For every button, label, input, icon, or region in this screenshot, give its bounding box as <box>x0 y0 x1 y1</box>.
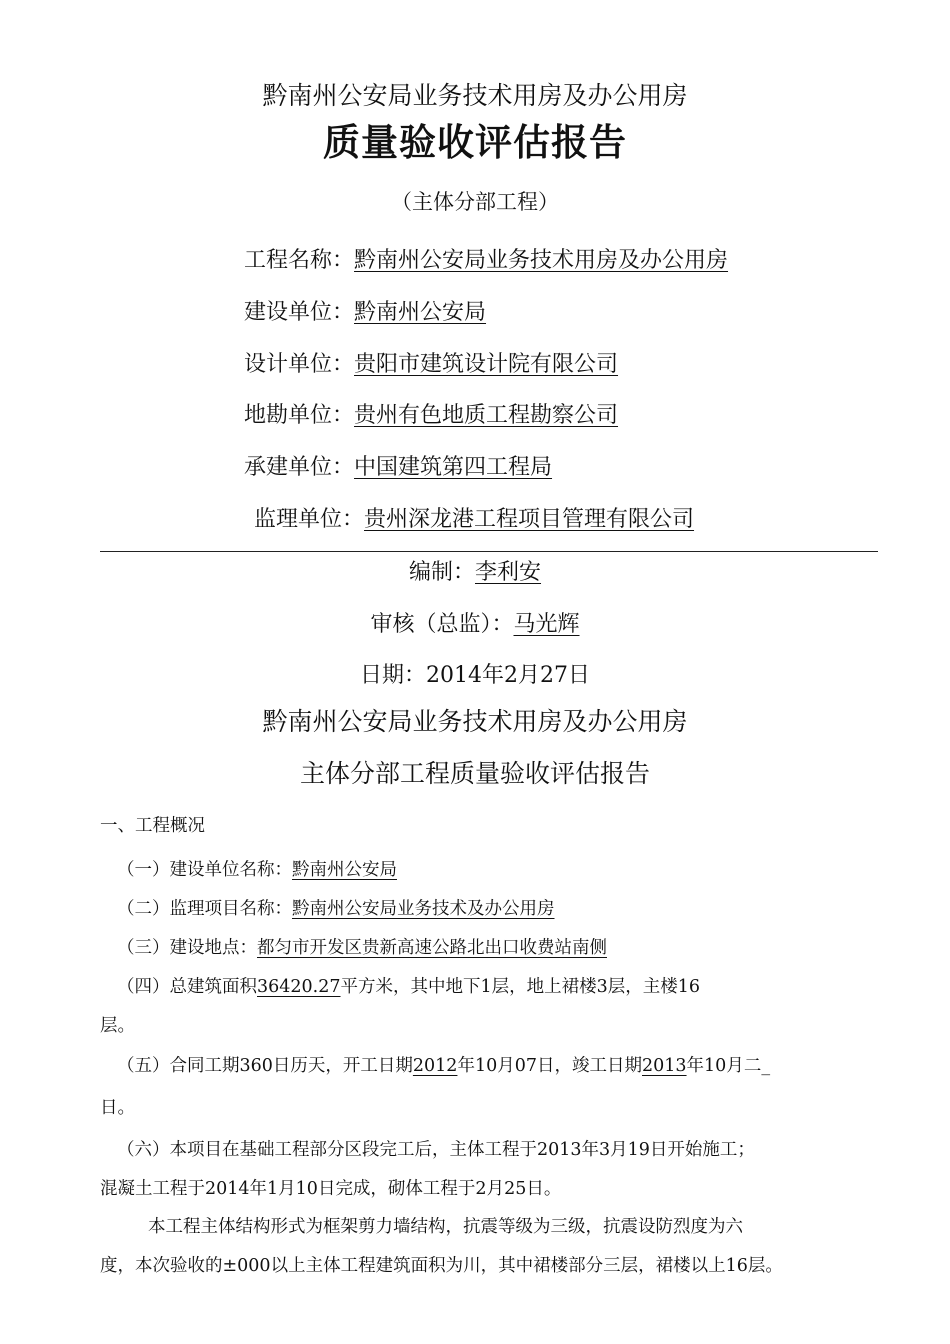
item-value: 都匀市开发区贵新高速公路北出口收费站南侧 <box>257 938 607 958</box>
item-text: 平方米，其中地下1层，地上裙楼3层，主楼16 <box>340 977 701 997</box>
info-label: 设计单位： <box>244 352 355 377</box>
cover-divider <box>100 551 878 552</box>
item-4 <box>117 973 700 998</box>
info-contractor <box>244 450 552 481</box>
paragraph-line1: 本工程主体结构形式为框架剪力墙结构，抗震等级为三级，抗震设防烈度为六 <box>148 1217 743 1237</box>
item-year: 2012 <box>412 1056 458 1076</box>
item-value: 黔南州公安局业务技术及办公用房 <box>292 899 555 919</box>
info-value: 黔南州公安局业务技术用房及办公用房 <box>354 248 729 273</box>
info-designer <box>244 347 618 378</box>
item-year: 2013 <box>642 1056 687 1076</box>
info-value: 黔南州公安局 <box>354 300 487 325</box>
item-value: 黔南州公安局 <box>292 860 397 880</box>
info-label: 监理单位： <box>254 507 365 532</box>
reviewer-label: 审核（总监）： <box>370 612 514 637</box>
item-text: （四）总建筑面积 <box>117 977 257 997</box>
item-text: 年10月07日，竣工日期 <box>457 1056 642 1076</box>
info-value: 贵州深龙港工程项目管理有限公司 <box>364 507 695 532</box>
info-supervisor <box>254 502 694 533</box>
cover-title-line1: 黔南州公安局业务技术用房及办公用房 <box>262 81 688 110</box>
report-title-line1: 黔南州公安局业务技术用房及办公用房 <box>262 707 688 736</box>
cover-subtitle: （主体分部工程） <box>391 190 559 214</box>
compiler-name: 李利安 <box>475 560 542 585</box>
section-heading: 一、工程概况 <box>100 816 205 836</box>
item-3 <box>117 934 607 959</box>
info-value: 贵州有色地质工程勘察公司 <box>354 403 619 428</box>
report-title-line2: 主体分部工程质量验收评估报告 <box>299 759 650 788</box>
item-6-cont: 混凝土工程于2014年1月10日完成，砌体工程于2月25日。 <box>100 1179 562 1199</box>
info-owner <box>244 295 486 326</box>
info-label: 建设单位： <box>244 300 355 325</box>
info-value: 贵阳市建筑设计院有限公司 <box>354 352 619 377</box>
paragraph-line2: 度，本次验收的±000以上主体工程建筑面积为川，其中裙楼部分三层，裙楼以上16层。 <box>100 1256 783 1276</box>
item-5-cont: 日。 <box>100 1098 135 1118</box>
item-label: （三）建设地点： <box>117 938 257 958</box>
item-5 <box>117 1052 770 1077</box>
info-label: 地勘单位： <box>244 403 355 428</box>
item-6: （六）本项目在基础工程部分区段完工后，主体工程于2013年3月19日开始施工； <box>117 1140 755 1160</box>
item-1 <box>117 856 397 881</box>
compiler-line <box>0 555 950 586</box>
info-label: 承建单位： <box>244 455 355 480</box>
item-label: （一）建设单位名称： <box>117 860 292 880</box>
item-2 <box>117 895 555 920</box>
item-text: （五）合同工期360日历天，开工日期 <box>117 1056 413 1076</box>
info-label: 工程名称： <box>244 248 355 273</box>
info-survey <box>244 398 618 429</box>
reviewer-line <box>0 607 950 638</box>
item-4-cont: 层。 <box>100 1016 135 1036</box>
date-line: 日期：2014年2月27日 <box>360 663 590 688</box>
item-text: 年10月二_ <box>686 1056 771 1076</box>
info-value: 中国建筑第四工程局 <box>354 455 553 480</box>
item-label: （二）监理项目名称： <box>117 899 292 919</box>
cover-title-line2: 质量验收评估报告 <box>323 121 627 164</box>
item-area: 36420.27 <box>257 977 341 997</box>
compiler-label: 编制： <box>408 560 475 585</box>
info-project-name <box>244 243 728 274</box>
reviewer-name: 马光辉 <box>513 612 580 637</box>
